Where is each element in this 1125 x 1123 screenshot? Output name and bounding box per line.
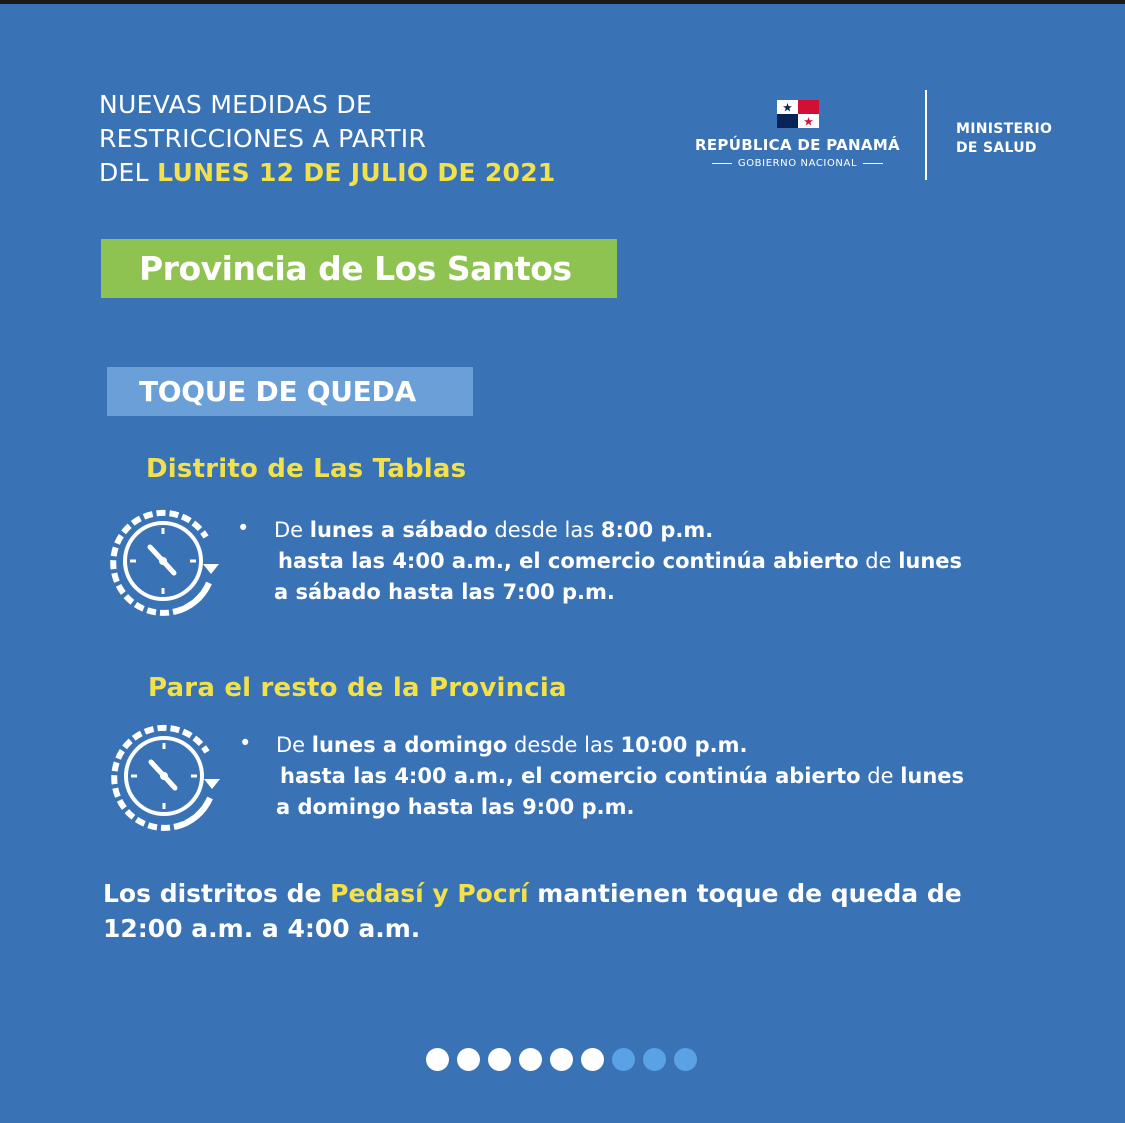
text-span: de xyxy=(860,764,901,788)
ministry-line-1: MINISTERIO xyxy=(956,121,1053,137)
footer-text: Los distritos de xyxy=(103,879,331,908)
section-title-las-tablas: Distrito de Las Tablas xyxy=(146,454,467,484)
text-span: De xyxy=(274,518,310,542)
text-span-bold: hasta las 4:00 a.m., el comercio continúa abierto xyxy=(278,549,859,573)
subtitle-rule-left xyxy=(712,163,732,164)
pager-dot[interactable] xyxy=(426,1048,449,1071)
bullet-dot: • xyxy=(237,516,250,540)
carousel-pager xyxy=(426,1048,697,1071)
section-1-text xyxy=(237,515,963,608)
section-2-text xyxy=(239,730,965,823)
government-name: REPÚBLICA DE PANAMÁ xyxy=(695,136,900,154)
text-span-bold: lunes xyxy=(898,549,963,573)
text-span-bold: a domingo hasta las 9:00 p.m. xyxy=(276,795,635,819)
clock-icon xyxy=(107,718,227,838)
government-logo xyxy=(690,100,905,169)
text-span-bold: lunes a domingo xyxy=(311,733,508,757)
title-line-2: RESTRICCIONES A PARTIR xyxy=(99,124,427,153)
text-span-bold: lunes xyxy=(900,764,965,788)
province-banner: Provincia de Los Santos xyxy=(101,239,617,298)
pager-dot[interactable] xyxy=(612,1048,635,1071)
bullet-dot: • xyxy=(239,731,252,755)
text-span: De xyxy=(276,733,312,757)
ministry-line-2: DE SALUD xyxy=(956,140,1037,156)
footer-note xyxy=(103,876,1063,946)
text-span: desde las xyxy=(507,733,621,757)
footer-text: mantienen toque de queda de xyxy=(528,879,962,908)
curfew-banner: TOQUE DE QUEDA xyxy=(107,367,473,416)
clock-icon xyxy=(106,503,226,623)
page-title xyxy=(99,88,556,190)
section-2-line-2 xyxy=(276,761,964,792)
pager-dot[interactable] xyxy=(550,1048,573,1071)
section-1-line-1 xyxy=(274,518,713,542)
pager-dot[interactable] xyxy=(643,1048,666,1071)
title-line-3-prefix: DEL xyxy=(99,158,149,187)
text-span: desde las xyxy=(487,518,601,542)
government-subtitle xyxy=(690,158,905,169)
subtitle-rule-right xyxy=(863,163,883,164)
panama-flag-icon xyxy=(777,100,819,128)
footer-highlight: Pedasí y Pocrí xyxy=(330,879,529,908)
title-line-3 xyxy=(99,156,556,190)
ministry-name xyxy=(956,120,1052,158)
government-subtitle-text: GOBIERNO NACIONAL xyxy=(737,158,858,169)
pager-dot[interactable] xyxy=(674,1048,697,1071)
text-span-bold: 8:00 p.m. xyxy=(600,518,714,542)
section-1-line-3 xyxy=(274,577,962,608)
text-span-bold: a sábado hasta las 7:00 p.m. xyxy=(274,580,615,604)
section-1-line-2 xyxy=(274,546,962,577)
pager-dot[interactable] xyxy=(519,1048,542,1071)
pager-dot[interactable] xyxy=(488,1048,511,1071)
logo-divider xyxy=(925,90,927,180)
text-span-bold: 10:00 p.m. xyxy=(620,733,748,757)
pager-dot[interactable] xyxy=(457,1048,480,1071)
title-line-1: NUEVAS MEDIDAS DE xyxy=(99,90,373,119)
pager-dot[interactable] xyxy=(581,1048,604,1071)
top-edge-bar xyxy=(0,0,1125,4)
section-2-line-1 xyxy=(276,733,748,757)
section-title-resto-provincia: Para el resto de la Provincia xyxy=(148,673,567,703)
section-2-line-3 xyxy=(276,792,964,823)
text-span-bold: hasta las 4:00 a.m., el comercio continúa abierto xyxy=(280,764,861,788)
text-span-bold: lunes a sábado xyxy=(309,518,488,542)
footer-text: 12:00 a.m. a 4:00 a.m. xyxy=(103,914,421,943)
title-date-highlight: LUNES 12 DE JULIO DE 2021 xyxy=(157,158,556,187)
text-span: de xyxy=(858,549,899,573)
